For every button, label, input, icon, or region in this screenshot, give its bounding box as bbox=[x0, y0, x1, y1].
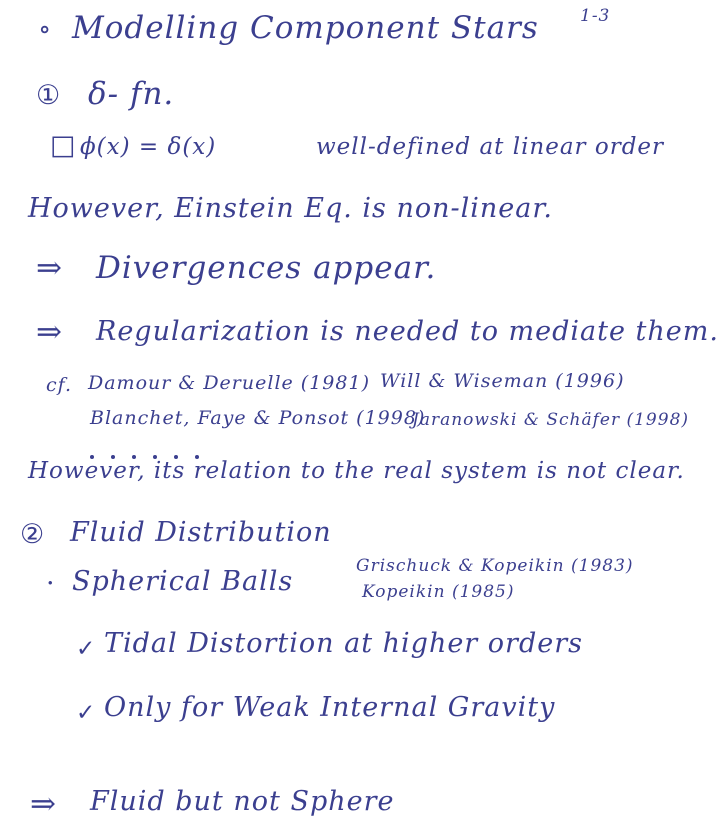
spherical-balls: Spherical Balls bbox=[72, 566, 294, 597]
reference-will: Will & Wiseman (1996) bbox=[380, 370, 625, 392]
item2-heading: Fluid Distribution bbox=[70, 517, 332, 548]
reference-grischuck: Grischuck & Kopeikin (1983) bbox=[356, 556, 634, 576]
implies-arrow-2: ⇒ bbox=[36, 314, 63, 350]
implies-arrow-3: ⇒ bbox=[30, 786, 57, 822]
divergences-line: Divergences appear. bbox=[96, 250, 437, 286]
item2-marker: ② bbox=[20, 519, 46, 550]
reference-blanchet: Blanchet, Faye & Ponsot (1998) bbox=[90, 407, 426, 429]
equation: ϕ(x) = δ(x) bbox=[80, 134, 217, 160]
reference-damour: Damour & Deruelle (1981) bbox=[88, 372, 370, 394]
however-line-1: However, Einstein Eq. is non-linear. bbox=[28, 193, 553, 224]
title-bullet: ∘ bbox=[38, 14, 53, 45]
tidal-distortion: Tidal Distortion at higher orders bbox=[104, 628, 583, 659]
item1-heading: δ- fn. bbox=[88, 76, 175, 112]
page-number: 1-3 bbox=[580, 6, 611, 26]
check-mark-1: ✓ bbox=[76, 636, 97, 662]
equation-note: well-defined at linear order bbox=[316, 134, 665, 160]
item1-marker: ① bbox=[36, 80, 62, 111]
however-line-2: However, its relation to the real system is not clear. bbox=[28, 458, 685, 484]
fluid-conclusion: Fluid but not Sphere bbox=[90, 786, 395, 817]
cf-label: cf. bbox=[46, 374, 73, 396]
page-title: Modelling Component Stars bbox=[72, 10, 539, 46]
implies-arrow-1: ⇒ bbox=[36, 250, 63, 286]
sub-bullet: · bbox=[46, 568, 56, 599]
reference-jaranowski: Jaranowski & Schäfer (1998) bbox=[412, 410, 690, 430]
check-mark-2: ✓ bbox=[76, 700, 97, 726]
box-operator: □ bbox=[50, 130, 77, 161]
regularization-line: Regularization is needed to mediate them. bbox=[96, 316, 719, 347]
weak-gravity: Only for Weak Internal Gravity bbox=[104, 692, 556, 723]
reference-kopeikin: Kopeikin (1985) bbox=[362, 582, 515, 602]
